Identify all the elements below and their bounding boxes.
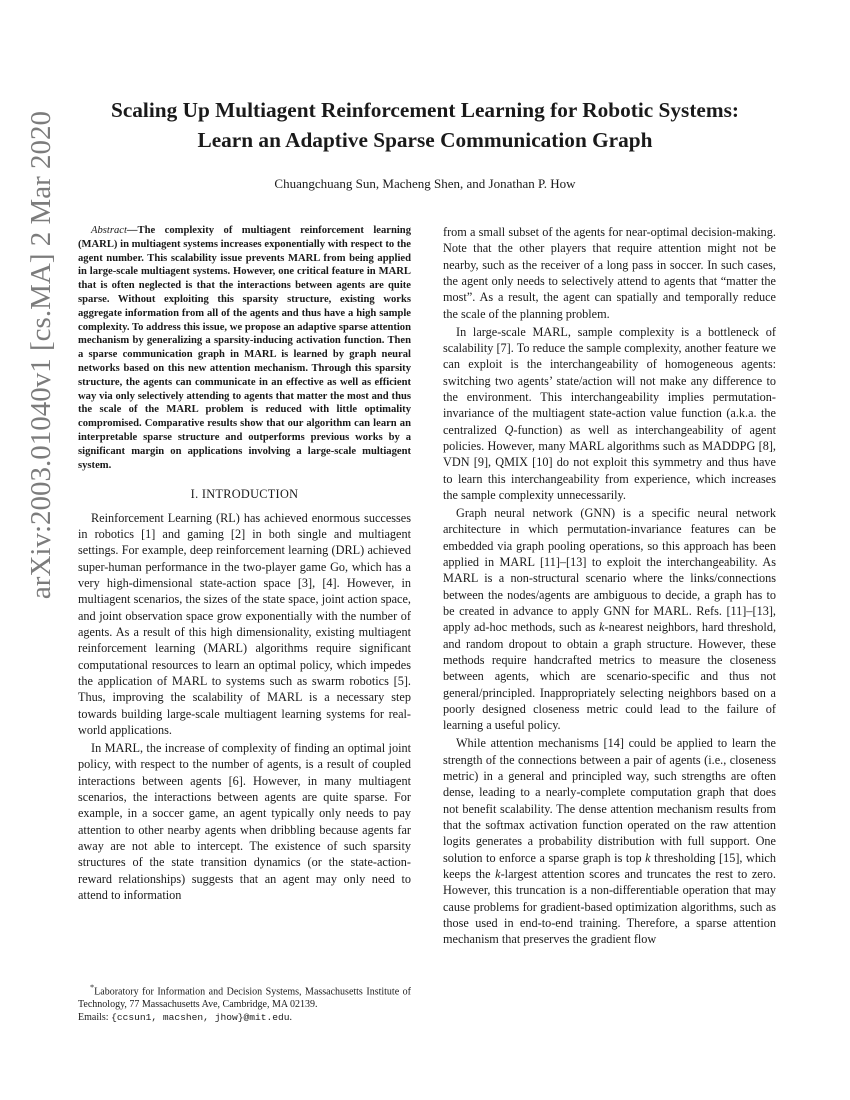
right-paragraph-3-text-a: Graph neural network (GNN) is a specific neural network architecture in which permutation-invariance features can be embedded via graph pooling operations, so this approach has been applied in MARL [11]–[13] to exploit the interchangeability. As MARL is a non-structural scenario where the links/connections between the nodes/agents are ambiguous to decide, a graph has to be created in advance to apply GNN for MARL. Refs. [11]–[13], apply ad-hoc methods, such as [443,505,776,635]
paper-title [60,95,790,155]
abstract-label: Abstract [91,225,127,236]
right-paragraph-3 [443,505,776,734]
footnote [78,982,411,1024]
k-symbol: k [599,620,605,635]
footnote-emails [78,1012,292,1023]
right-paragraph-2 [443,324,776,504]
k-symbol: k [495,866,501,881]
abstract-dash: — [126,225,138,236]
right-column [443,224,776,949]
title-line-1: Scaling Up Multiagent Reinforcement Learning for Robotic Systems: [110,98,739,122]
left-column [78,224,411,905]
right-paragraph-2-text-b: -function) as well as interchangeability of agent policies. However, many MARL algorithms such as MADDPG [8], VDN [9], QMIX [10] do not exploit this symmetry and thus have to learn this interchangeability from experience, which increases the sample complexity unnecessarily. [443,422,776,502]
abstract-body: The complexity of multiagent reinforcement learning (MARL) in multiagent systems increases exponentially with respect to the agent number. This scalability issue prevents MARL from being applied in large-scale multiagent systems. However, one critical feature in MARL that is often neglected is that the interactions between agents are quite sparse. Without exploiting this sparsity structure, existing works aggregate information from all of the agents and thus have a high sample complexity. To address this issue, we propose an adaptive sparse attention mechanism by generalizing a sparsity-inducing activation function. Then a sparse communication graph in MARL is learned by graph neural networks based on this new attention mechanism. Through this sparsity structure, the agents can communicate in an effective as well as efficient way via only selectively attending to agents that matter the most and thus the scale of the MARL problem is reduced with little optimality compromised. Comparative results show that our algorithm can learn an interpretable sparse structure and outperforms previous works by a significant margin on applications involving a large-scale multiagent system. [78,225,411,471]
right-paragraph-4-text-b: thresholding [15], which keeps the [443,850,776,881]
footnote-affiliation [78,982,411,1012]
right-paragraph-3-text-b: -nearest neighbors, hard threshold, and random dropout to obtain a graph structure. However, these methods require handcrafted metrics to measure the closeness between agents, which are scenario-specific and thus not general/principled. Inappropriately selecting neighbors based on a poorly designed closeness metric could lead to the failure of learning a useful policy. [443,620,777,733]
intro-paragraph-1: Reinforcement Learning (RL) has achieved enormous successes in robotics [1] and gaming [2] in both single and multiagent settings. For example, deep reinforcement learning (DRL) achieved super-human performance in the two-player game Go, which has a very high-dimensional state-action space [3], [4]. However, in multiagent scenarios, the sizes of the state space, joint action space, and joint observation space grow exponentially with the number of agents. As a result of this high dimensionality, existing multiagent reinforcement learning (MARL) algorithms require significant computational resources to learn an optimal policy, which impedes the application of MARL to systems such as swarm robotics [5]. Thus, improving the scalability of MARL is a necessary step towards building large-scale multiagent learning systems for real-world applications. [78,510,411,738]
right-paragraph-1: from a small subset of the agents for near-optimal decision-making. Note that the other players that require attention might not be nearby, such as the receiver of a long pass in soccer. In such cases, the agent only needs to selectively attend to agents that “matter the most”. As a result, the agent can spatially and temporally reduce the scale of the planning problem. [443,225,776,321]
right-paragraph-2-text-a: In large-scale MARL, sample complexity is a bottleneck of scalability [7]. To reduce the sample complexity, another feature we can exploit is the interchangeability of homogeneous agents: switching two agents’ state/action will not make any difference to the environment. This interchangeability implies permutation-invariance of the multiagent state-action value function (a.k.a. the centralized [443,324,776,437]
arxiv-identifier-stamp: arXiv:2003.01040v1 [cs.MA] 2 Mar 2020 [25,110,57,600]
emails-label: Emails: [78,1011,112,1023]
right-paragraph-4-text-a: While attention mechanisms [14] could be applied to learn the strength of the connections between a pair of agents (i.e., closeness metric) in a general and principled way, such strengths are often dense, leading to a nearly-complete computation graph that does not benefit scalability. The dense attention mechanism results from that the softmax activation function operated on the raw attention logits generates a probability distribution with full support. One solution to enforce a sparse graph is top [443,736,776,865]
section-heading-introduction: I. INTRODUCTION [190,487,299,502]
right-paragraph-4 [443,735,776,947]
author-list: Chuangchuang Sun, Macheng Shen, and Jonathan P. How [274,176,576,191]
k-symbol: k [645,850,651,865]
right-paragraph-4-text-c: -largest attention scores and truncates the rest to zero. However, this truncation is a non-differentiable operation that may cause problems for gradient-based optimization algorithms, such as those used in end-to-end training. Therefore, a sparse attention mechanism that preserves the gradient flow [443,866,776,947]
footnote-marker: * [90,983,95,992]
abstract [78,224,411,472]
emails-value: {ccsun1, macshen, jhow}@mit.edu [111,1011,290,1023]
intro-paragraph-2: In MARL, the increase of complexity of finding an optimal joint policy, with respect to the number of agents, is a result of coupled interactions between agents [6]. However, in many multiagent scenarios, the interactions between agents are quite sparse. For example, in a soccer game, an agent typically only needs to pay attention to other nearby agents when dribbling because agents far away are not able to intercept. The existence of such sparsity structures of the state transition dynamics (or the state-action-reward relationships) suggests that an agent may only need to attend to information [78,741,411,903]
q-function-symbol: Q [504,422,514,437]
title-line-2: Learn an Adaptive Sparse Communication Graph [197,128,653,152]
emails-end: . [289,1011,293,1023]
footnote-affiliation-text: Laboratory for Information and Decision Systems, Massachusetts Institute of Technology, 77 Massachusetts Ave, Cambridge, MA 02139. [78,986,411,1010]
